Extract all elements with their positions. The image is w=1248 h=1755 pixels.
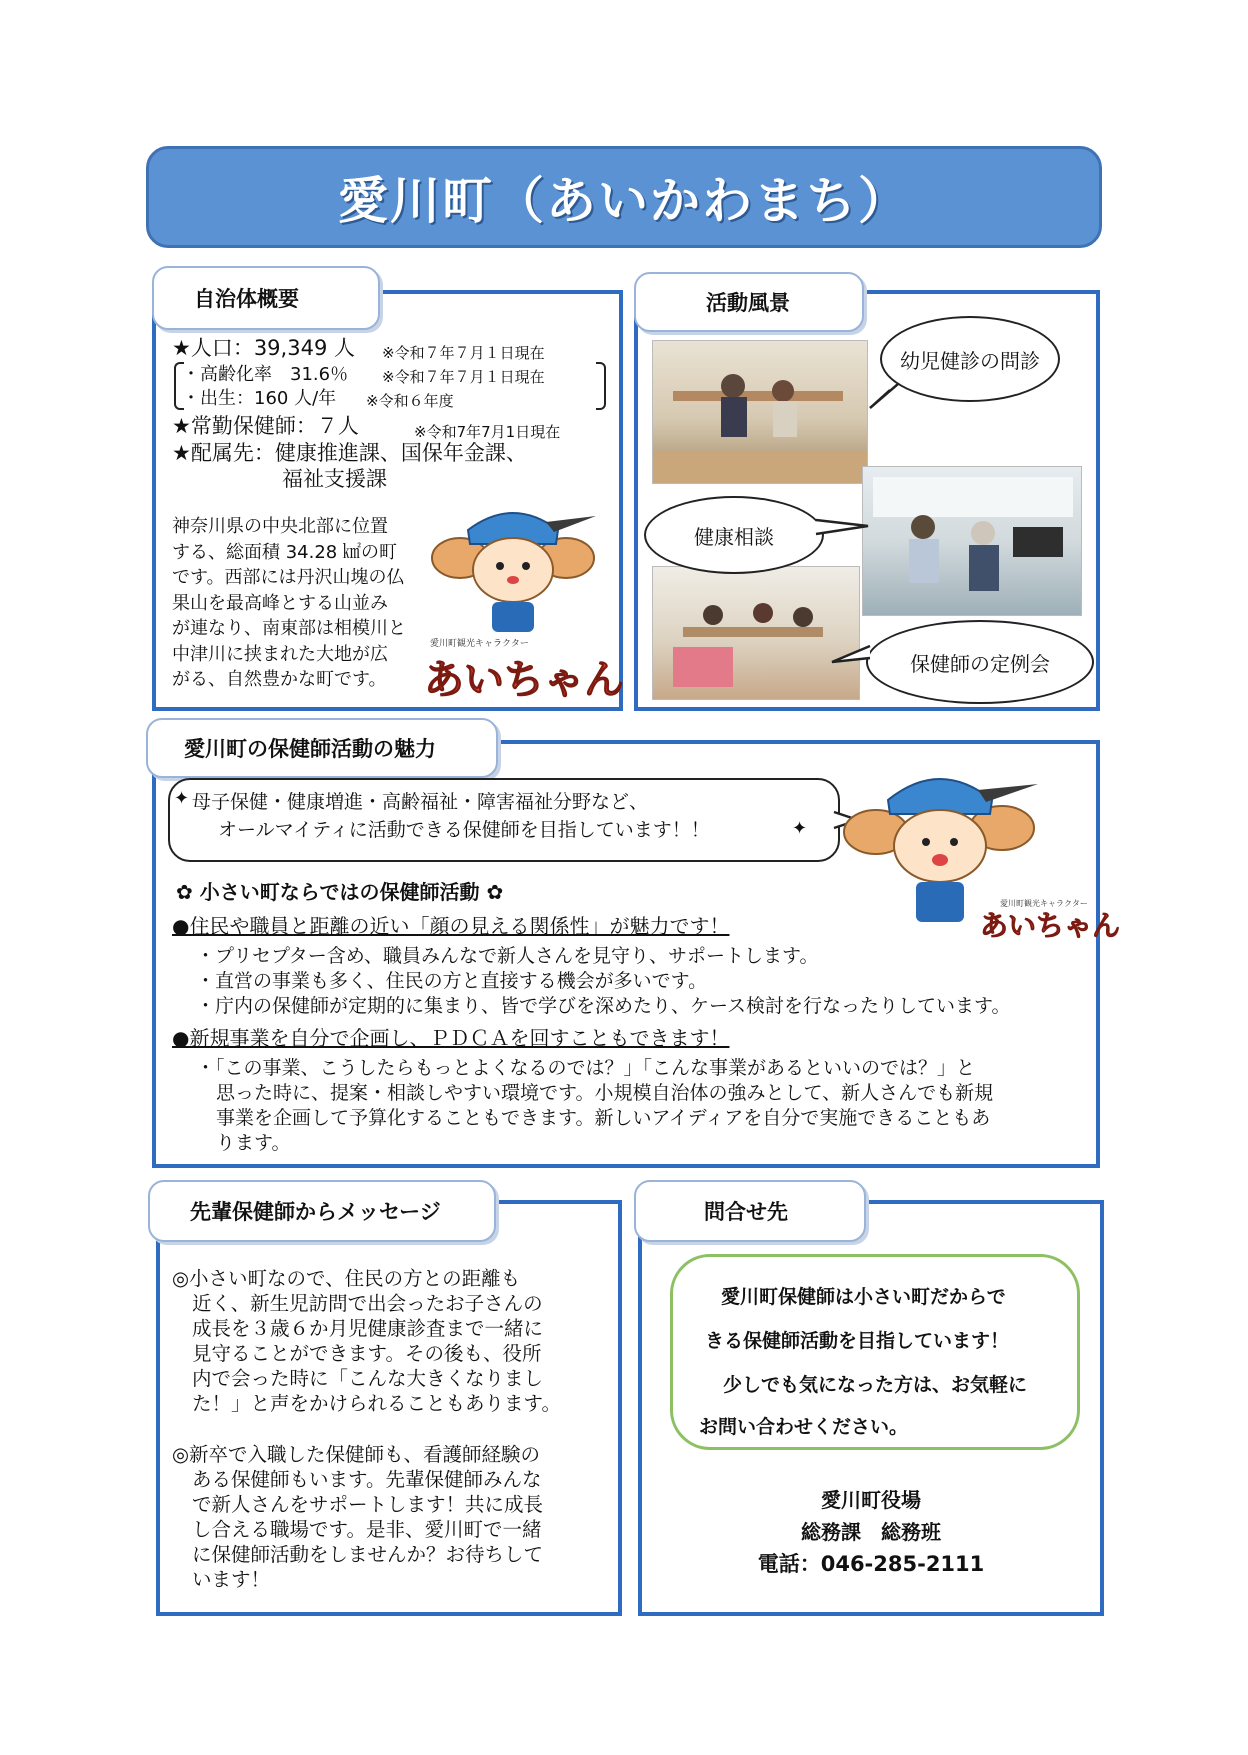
message-line: います！ [192,1568,271,1591]
nurse-count-note: ※令和7年7月1日現在 [414,423,561,441]
mascot-name: あいちゃん [424,657,624,703]
appeal-point-1: ●住民や職員と距離の近い「顔の見える関係性」が魅力です！ [172,914,730,938]
message-line: た！」と声をかけられることもあります。 [192,1392,561,1415]
mascot-caption: 愛川町観光キャラクター [430,639,529,649]
overview-heading-tab [152,266,380,330]
bubble-meeting-text: 保健師の定例会 [910,651,1050,676]
bubble-checkup-text: 幼児健診の問診 [900,348,1040,373]
message-line: で新人さんをサポートします！共に成長 [192,1493,544,1516]
message-line: ある保健師もいます。先輩保健師みんな [192,1468,542,1491]
mascot-name-2: あいちゃん [980,909,1121,942]
contact-phone[interactable]: 電話：046-285-2111 [757,1552,985,1576]
paragraph-line: 事業を企画して予算化することもできます。新しいアイディアを自分で実施できることもあ [216,1107,991,1129]
appeal-bullets-1 [196,944,1011,1019]
aging-note: ※令和７年７月１日現在 [382,368,545,386]
sparkle-icon: ✦ [174,788,190,809]
appeal-subheading [176,876,503,905]
activity-heading: 活動風景 [706,291,790,315]
appeal-heading: 愛川町の保健師活動の魅力 [184,737,436,761]
photo-meeting [652,566,860,700]
message-line: に保健師活動をしませんか？お待ちして [192,1543,544,1566]
contact-line: お問い合わせください。 [699,1416,909,1438]
department-line-2: 福祉支援課 [282,467,387,491]
bubble-meeting [866,620,1094,704]
callout-line-2: オールマイティに活動できる保健師を目指しています！！ [218,819,710,841]
message-line: 成長を３歳６か月児健康診査まで一緒に [192,1317,544,1340]
contact-office: 愛川町役場 [821,1488,921,1512]
contact-heading-tab [634,1180,866,1242]
message-heading-tab [148,1180,496,1242]
message-line: ◎小さい町なので、住民の方との距離も [172,1267,521,1290]
aging-rate: ・高齢化率 31.6％ [182,364,349,385]
paragraph-line: ります。 [216,1132,291,1154]
page-title: 愛川町（あいかわまち） [338,172,910,230]
desc-line: 中津川に挟まれた大地が広 [172,643,388,665]
appeal-paragraph-2 [196,1056,993,1156]
desc-line: です。西部には丹沢山塊の仏 [172,567,405,588]
paragraph-line: 思った時に、提案・相談しやすい環境です。小規模自治体の強みとして、新人さんでも新規 [216,1082,994,1104]
births: ・出生：160 人/年 [182,388,337,409]
town-description [172,514,406,693]
activity-heading-tab [634,272,864,332]
population-note: ※令和７年７月１日現在 [382,344,545,362]
bubble-consultation-text: 健康相談 [694,524,774,549]
population: ★人口：39,349 人 [172,336,355,360]
message-line: 見守ることができます。その後も、役所 [192,1342,542,1365]
appeal-subheading-text: 小さい町ならではの保健師活動 [199,880,480,904]
contact-heading: 問合せ先 [704,1200,788,1224]
appeal-heading-tab [146,718,498,778]
desc-line: 神奈川県の中央北部に位置 [172,516,388,537]
appeal-callout [168,778,840,862]
flower-icon: ✿ [176,880,200,904]
bubble-consultation [644,496,824,574]
nurse-count: ★常勤保健師：７人 [172,414,359,438]
bracket-right [596,362,606,410]
contact-line: 少しでも気になった方は、お気軽に [723,1374,1028,1396]
contact-line: 愛川町保健師は小さい町だからで [721,1286,1006,1308]
photo-checkup [652,340,868,484]
bubble-consultation-tail [812,512,872,542]
overview-heading: 自治体概要 [194,287,299,311]
paragraph-line: ・「この事業、こうしたらもっとよくなるのでは？」「こんな事業があるといいのでは？」と [196,1057,976,1079]
bubble-meeting-tail [830,640,874,670]
desc-line: が連なり、南東部は相模川と [172,618,406,639]
callout-line-1: 母子保健・健康増進・高齢福祉・障害福祉分野など、 [192,791,649,813]
sparkle-icon: ✦ [792,818,808,839]
desc-line: する、総面積 34.28 ㎢の町 [172,541,397,563]
message-line: 内で会った時に「こんな大きくなりまし [192,1367,544,1390]
message-line: し合える職場です。是非、愛川町で一緒 [192,1518,542,1541]
mascot-illustration [428,500,598,640]
desc-line: がる、自然豊かな町です。 [172,669,387,690]
message-heading: 先輩保健師からメッセージ [190,1200,441,1224]
bullet-line: ・プリセプター含め、職員みんなで新人さんを見守り、サポートします。 [196,945,819,967]
appeal-point-2: ●新規事業を自分で企画し、ＰＤＣＡを回すこともできます！ [172,1026,730,1050]
births-note: ※令和６年度 [366,392,454,410]
bubble-checkup-tail [868,382,908,412]
flower-icon: ✿ [479,880,504,904]
desc-line: 果山を最高峰とする山並み [172,592,388,614]
bullet-line: ・直営の事業も多く、住民の方と直接する機会が多いです。 [196,970,708,992]
message-paragraph-1 [172,1266,561,1416]
contact-section-name: 総務課 総務班 [801,1520,941,1544]
message-line: 近く、新生児訪問で出会ったお子さんの [192,1292,543,1315]
bullet-line: ・庁内の保健師が定期的に集まり、皆で学びを深めたり、ケース検討を行なったりしています。 [196,995,1011,1017]
photo-consultation [862,466,1082,616]
department-line-1: ★配属先：健康推進課、国保年金課、 [172,441,527,465]
title-banner [146,146,1102,248]
mascot-caption-2: 愛川町観光キャラクター [1000,899,1088,908]
contact-message-box [670,1254,1080,1450]
contact-line: きる保健師活動を目指しています！ [705,1330,1010,1352]
message-line: ◎新卒で入職した保健師も、看護師経験の [172,1443,541,1466]
message-paragraph-2 [172,1442,543,1592]
